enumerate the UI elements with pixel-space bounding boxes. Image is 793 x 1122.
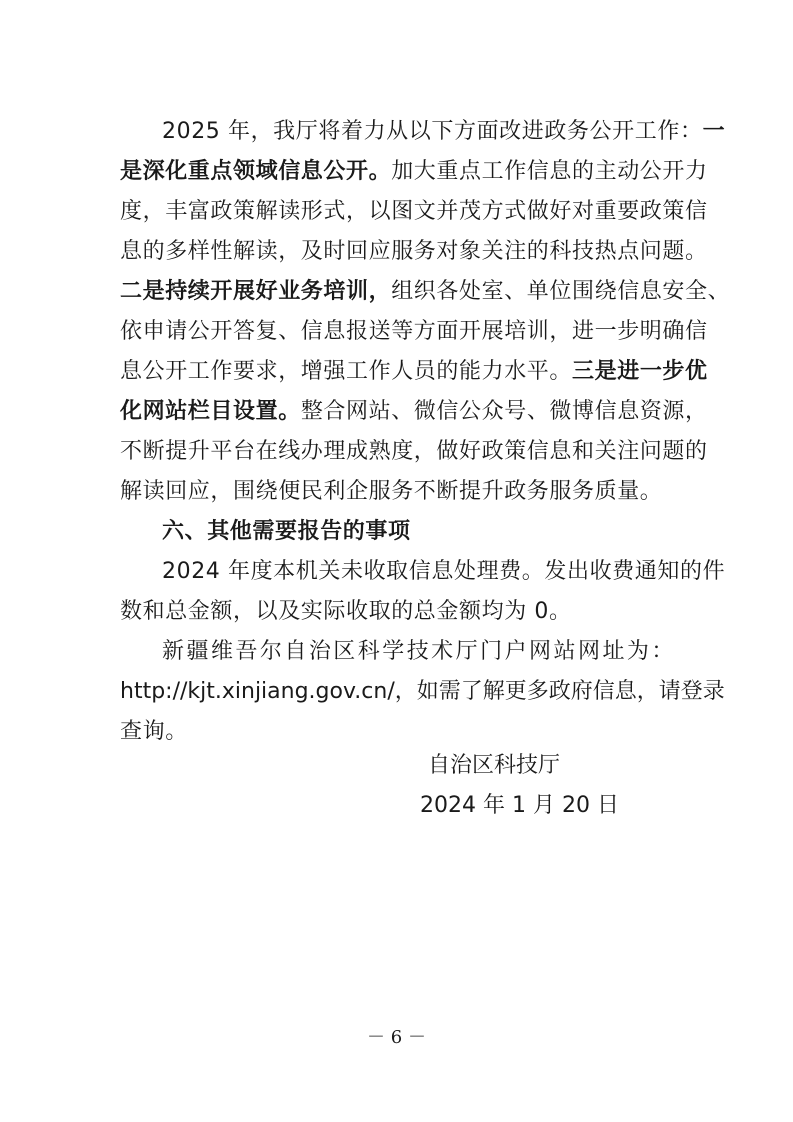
website-line-1: 新疆维吾尔自治区科学技术厅门户网站网址为： <box>162 639 674 664</box>
fee-line-1: 2024 年度本机关未收取信息处理费。发出收费通知的件 <box>162 559 726 584</box>
bold-heading-1: 是深化重点领域信息公开。 <box>120 159 392 184</box>
bold-heading-3: 三是进一步优 <box>572 359 708 384</box>
para1-line-10: 解读回应，围绕便民利企服务不断提升政务服务质量。 <box>120 479 663 504</box>
text: 组织各处室、单位围绕信息安全、 <box>391 279 731 304</box>
para1-line-1 <box>162 112 726 152</box>
website-line-3: 查询。 <box>120 719 188 744</box>
para1-line-7 <box>120 352 708 392</box>
bold-heading-2: 二是持续开展好业务培训， <box>120 279 392 304</box>
para1-line-9: 不断提升平台在线办理成熟度，做好政策信息和关注问题的 <box>120 439 708 464</box>
para1-line-6: 依申请公开答复、信息报送等方面开展培训，进一步明确信 <box>120 319 708 344</box>
text: 加大重点工作信息的主动公开力 <box>391 159 708 184</box>
text: 息公开工作要求，增强工作人员的能力水平。 <box>120 359 573 384</box>
fee-line-2: 数和总金额，以及实际收取的总金额均为 0。 <box>120 599 572 624</box>
para1-line-4: 息的多样性解读，及时回应服务对象关注的科技热点问题。 <box>120 239 708 264</box>
para1-line-3: 度，丰富政策解读形式，以图文并茂方式做好对重要政策信 <box>120 199 708 224</box>
text: 2025 年，我厅将着力从以下方面改进政务公开工作： <box>162 119 703 144</box>
para1-line-2 <box>120 152 708 192</box>
website-line-2: http://kjt.xinjiang.gov.cn/，如需了解更多政府信息，请登录 <box>120 679 725 704</box>
para1-line-8 <box>120 392 708 432</box>
section-heading: 六、其他需要报告的事项 <box>162 519 411 544</box>
bold-text: 一 <box>702 119 726 144</box>
page-number: － 6 － <box>367 1027 426 1048</box>
bold-heading-3-cont: 化网站栏目设置。 <box>120 399 301 424</box>
text: 整合网站、微信公众号、微博信息资源， <box>300 399 708 424</box>
signature-org: 自治区科技厅 <box>428 753 561 778</box>
para1-line-5 <box>120 272 731 312</box>
signature-date: 2024 年 1 月 20 日 <box>420 793 619 818</box>
